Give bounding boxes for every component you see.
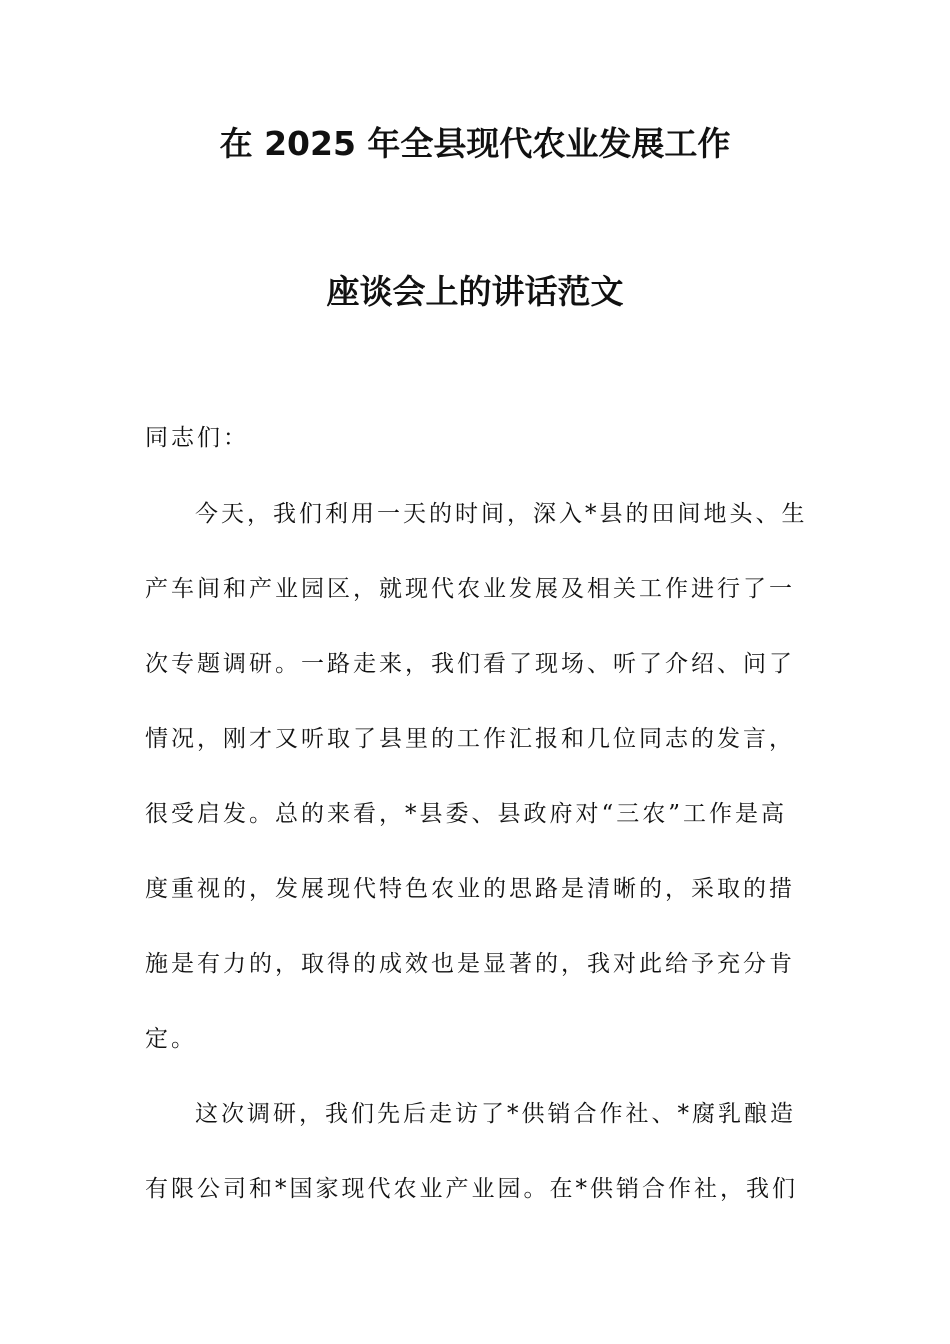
paragraph-2-line-1: 这次调研，我们先后走访了*供销合作社、*腐乳酿造	[195, 1101, 796, 1127]
document-title-line-2: 座谈会上的讲话范文	[326, 272, 624, 311]
paragraph-1-line-8: 定。	[145, 1026, 197, 1052]
paragraph-1-line-5: 很受启发。总的来看，*县委、县政府对“三农”工作是高	[145, 801, 788, 827]
paragraph-1-line-7: 施是有力的，取得的成效也是显著的，我对此给予充分肯	[145, 951, 795, 977]
paragraph-2-line-2: 有限公司和*国家现代农业产业园。在*供销合作社，我们	[145, 1176, 798, 1202]
paragraph-1-line-2: 产车间和产业园区，就现代农业发展及相关工作进行了一	[145, 576, 795, 602]
paragraph-1-line-3: 次专题调研。一路走来，我们看了现场、听了介绍、问了	[145, 651, 795, 677]
document-title-line-1: 在 2025 年全县现代农业发展工作	[219, 124, 731, 163]
paragraph-1-line-6: 度重视的，发展现代特色农业的思路是清晰的，采取的措	[145, 876, 795, 902]
paragraph-1-line-4: 情况，刚才又听取了县里的工作汇报和几位同志的发言，	[145, 726, 795, 752]
salutation: 同志们：	[145, 425, 249, 451]
paragraph-1-line-1: 今天，我们利用一天的时间，深入*县的田间地头、生	[195, 501, 808, 527]
